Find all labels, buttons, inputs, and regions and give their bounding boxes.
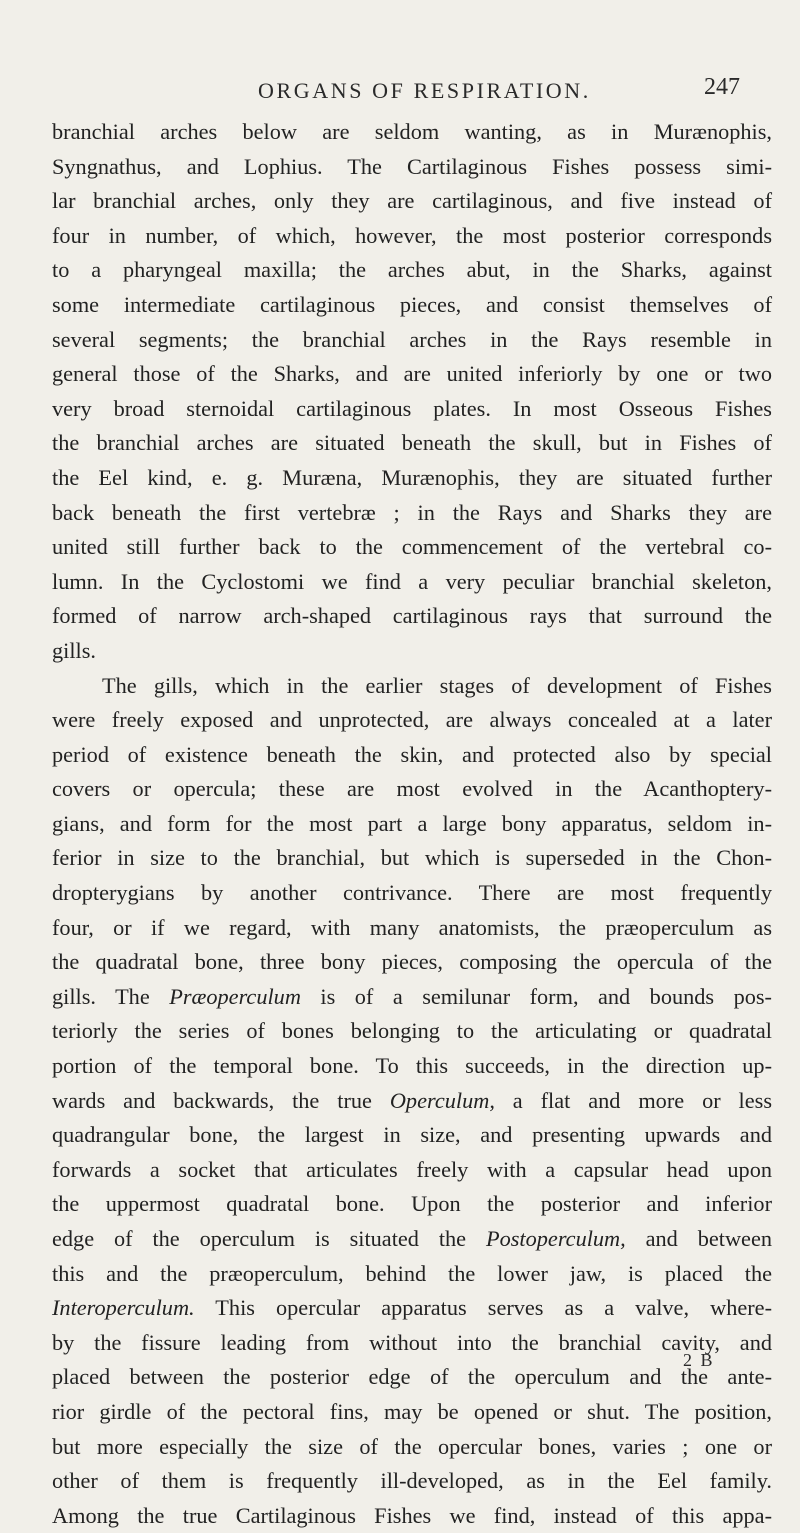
text-line: general those of the Sharks, and are united inferiorly by one or two [52,361,772,387]
text-line: period of existence beneath the skin, and protected also by special [52,741,772,767]
italic-term: Interoperculum. [52,1295,195,1321]
text-line [52,1291,772,1326]
text-line: some intermediate cartilaginous pieces, and consist themselves of [52,291,772,317]
italic-term: Operculum, [389,1087,495,1113]
text-run: This opercular apparatus serves as a valve, where- [194,1295,772,1321]
text-line: branchial arches below are seldom wanting, as in Murænophis, [52,119,772,144]
text-run: wards and backwards, the true [52,1087,390,1113]
italic-term: Præoperculum [169,983,301,1009]
text-line: ferior in size to the branchial, but which is superseded in the Chon- [52,845,772,871]
text-line: lumn. In the Cyclostomi we find a very peculiar branchial skeleton, [52,568,772,594]
text-line: this and the præoperculum, behind the lower jaw, is placed the [52,1260,772,1286]
text-run: a flat and more or less [494,1087,772,1113]
text-line: gills. [52,637,96,663]
text-line: were freely exposed and unprotected, are always concealed at a later [52,707,772,733]
text-line [52,1084,772,1119]
body-text [52,115,772,1533]
text-line: Syngnathus, and Lophius. The Cartilaginous Fishes possess simi- [52,153,772,179]
text-line: united still further back to the commencement of the vertebral co- [52,534,772,560]
text-line: formed of narrow arch-shaped cartilaginous rays that surround the [52,603,772,629]
text-line: covers or opercula; these are most evolved in the Acanthoptery- [52,776,772,802]
text-run: is of a semilunar form, and bounds pos- [300,983,772,1009]
text-line: quadrangular bone, the largest in size, and presenting upwards and [52,1122,772,1148]
text-line: to a pharyngeal maxilla; the arches abut, in the Sharks, against [52,257,772,283]
text-line: gians, and form for the most part a large bony apparatus, seldom in- [52,810,772,836]
text-line: four in number, of which, however, the most posterior corresponds [52,222,772,248]
text-line: lar branchial arches, only they are cartilaginous, and five instead of [52,188,772,214]
text-run: and between [625,1226,772,1251]
text-line: placed between the posterior edge of the operculum and the ante- [52,1364,772,1390]
text-line: the uppermost quadratal bone. Upon the posterior and inferior [52,1191,772,1217]
text-line: by the fissure leading from without into the branchial cavity, and [52,1329,772,1355]
text-line: forwards a socket that articulates freely with a capsular head upon [52,1156,772,1182]
text-line: the branchial arches are situated beneath the skull, but in Fishes of [52,430,772,456]
text-line: dropterygians by another contrivance. There are most frequently [52,880,772,906]
text-line: portion of the temporal bone. To this succeeds, in the direction up- [52,1053,772,1079]
italic-term: Postoperculum, [485,1226,626,1251]
text-line: four, or if we regard, with many anatomists, the præoperculum as [52,914,772,940]
text-line: rior girdle of the pectoral fins, may be opened or shut. The position, [52,1398,772,1424]
text-line: several segments; the branchial arches in the Rays resemble in [52,326,772,352]
text-line: The gills, which in the earlier stages of development of Fishes [102,672,772,698]
text-line [52,980,772,1015]
text-line: very broad sternoidal cartilaginous plates. In most Osseous Fishes [52,395,772,421]
text-run: edge of the operculum is situated the [52,1226,486,1251]
text-run: gills. The [52,983,170,1009]
page-number: 247 [704,74,740,100]
text-line: but more especially the size of the opercular bones, varies ; one or [52,1433,772,1459]
signature-mark: 2 B [683,1350,715,1370]
text-line: Among the true Cartilaginous Fishes we find, instead of this appa- [52,1502,772,1528]
text-line: teriorly the series of bones belonging to the articulating or quadratal [52,1018,772,1044]
text-line [52,1222,772,1257]
text-line: the Eel kind, e. g. Muræna, Murænophis, they are situated further [52,464,772,490]
text-line: other of them is frequently ill-developed, as in the Eel family. [52,1468,772,1494]
running-title: ORGANS OF RESPIRATION. [258,78,591,103]
text-line: back beneath the first vertebræ ; in the Rays and Sharks they are [52,499,772,525]
text-line: the quadratal bone, three bony pieces, composing the opercula of the [52,949,772,975]
